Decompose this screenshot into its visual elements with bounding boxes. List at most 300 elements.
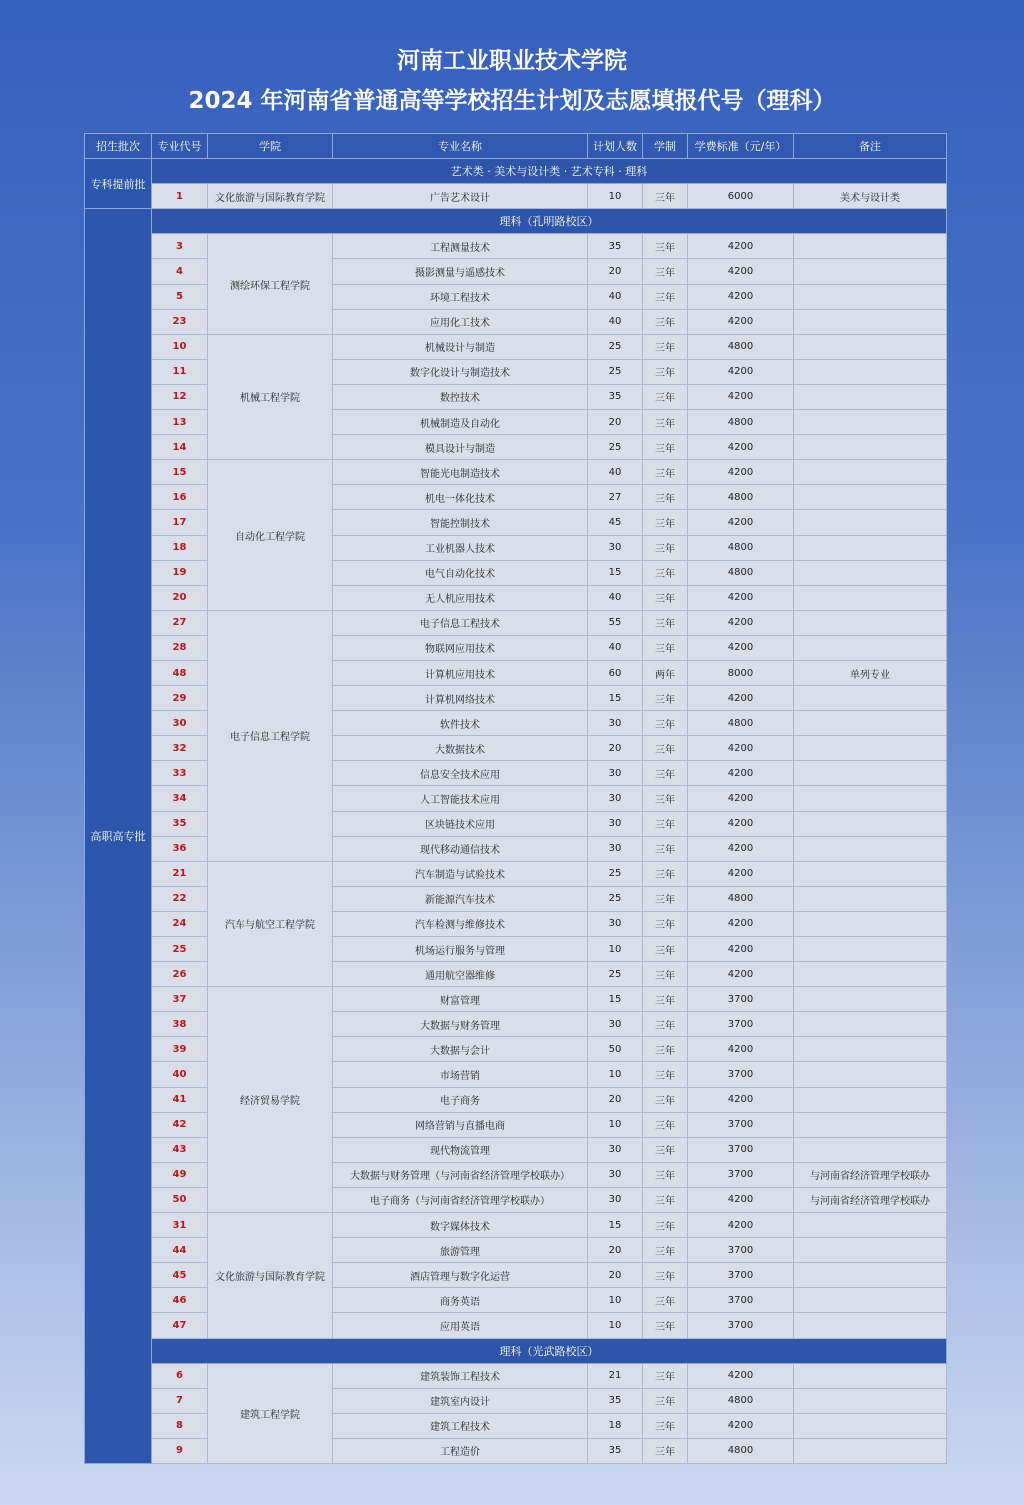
major: 大数据与财务管理 [333, 1012, 588, 1037]
duration: 三年 [643, 560, 688, 585]
duration: 两年 [643, 660, 688, 685]
remark [794, 1438, 947, 1463]
major: 数字化设计与制造技术 [333, 359, 588, 384]
remark [794, 334, 947, 359]
major: 应用化工技术 [333, 309, 588, 334]
tuition: 4800 [688, 711, 794, 736]
remark [794, 1062, 947, 1087]
plan: 50 [588, 1037, 643, 1062]
major-code: 9 [152, 1438, 208, 1463]
major-code: 20 [152, 585, 208, 610]
college-name: 文化旅游与国际教育学院 [208, 1213, 333, 1338]
major-code: 46 [152, 1288, 208, 1313]
tuition: 4200 [688, 359, 794, 384]
plan: 15 [588, 987, 643, 1012]
major: 市场营销 [333, 1062, 588, 1087]
plan: 20 [588, 410, 643, 435]
major-code: 31 [152, 1213, 208, 1238]
tuition: 4200 [688, 1087, 794, 1112]
duration: 三年 [643, 1363, 688, 1388]
major: 旅游管理 [333, 1238, 588, 1263]
plan: 45 [588, 510, 643, 535]
college-name: 汽车与航空工程学院 [208, 861, 333, 986]
remark [794, 560, 947, 585]
section-row [85, 209, 947, 234]
remark [794, 1263, 947, 1288]
major: 计算机应用技术 [333, 660, 588, 685]
major: 区块链技术应用 [333, 811, 588, 836]
tuition: 4200 [688, 1037, 794, 1062]
major-code: 30 [152, 711, 208, 736]
major: 机电一体化技术 [333, 485, 588, 510]
duration: 三年 [643, 736, 688, 761]
major: 汽车制造与试验技术 [333, 861, 588, 886]
duration: 三年 [643, 1263, 688, 1288]
plan: 55 [588, 610, 643, 635]
college-name: 建筑工程学院 [208, 1363, 333, 1463]
duration: 三年 [643, 1238, 688, 1263]
table-row [85, 184, 947, 209]
major-code: 1 [152, 184, 208, 209]
plan: 25 [588, 435, 643, 460]
major-code: 42 [152, 1112, 208, 1137]
remark [794, 1137, 947, 1162]
tuition: 4800 [688, 535, 794, 560]
section-row [85, 1338, 947, 1363]
tuition: 4800 [688, 1438, 794, 1463]
major-code: 5 [152, 284, 208, 309]
major-code: 18 [152, 535, 208, 560]
tuition: 3700 [688, 1112, 794, 1137]
major-code: 37 [152, 987, 208, 1012]
remark [794, 1363, 947, 1388]
remark [794, 410, 947, 435]
duration: 三年 [643, 284, 688, 309]
major: 工程测量技术 [333, 234, 588, 259]
major: 物联网应用技术 [333, 635, 588, 660]
major-code: 15 [152, 460, 208, 485]
remark [794, 962, 947, 987]
major-code: 22 [152, 886, 208, 911]
major-code: 47 [152, 1313, 208, 1338]
remark [794, 886, 947, 911]
duration: 三年 [643, 460, 688, 485]
duration: 三年 [643, 184, 688, 209]
tuition: 3700 [688, 1162, 794, 1187]
plan: 10 [588, 1062, 643, 1087]
tuition: 4800 [688, 886, 794, 911]
duration: 三年 [643, 861, 688, 886]
enrollment-plan-table [84, 133, 947, 1464]
remark [794, 686, 947, 711]
tuition: 4200 [688, 284, 794, 309]
remark [794, 284, 947, 309]
plan: 40 [588, 460, 643, 485]
remark [794, 309, 947, 334]
major: 新能源汽车技术 [333, 886, 588, 911]
tuition: 4200 [688, 811, 794, 836]
remark [794, 811, 947, 836]
major: 智能控制技术 [333, 510, 588, 535]
tuition: 3700 [688, 1313, 794, 1338]
tuition: 4200 [688, 585, 794, 610]
plan: 35 [588, 234, 643, 259]
duration: 三年 [643, 1388, 688, 1413]
duration: 三年 [643, 334, 688, 359]
plan: 40 [588, 635, 643, 660]
duration: 三年 [643, 1288, 688, 1313]
tuition: 6000 [688, 184, 794, 209]
duration: 三年 [643, 836, 688, 861]
plan: 30 [588, 911, 643, 936]
major-code: 8 [152, 1413, 208, 1438]
tuition: 4200 [688, 937, 794, 962]
major: 电子信息工程技术 [333, 610, 588, 635]
tuition: 3700 [688, 987, 794, 1012]
remark: 单列专业 [794, 660, 947, 685]
plan: 30 [588, 1137, 643, 1162]
major-code: 36 [152, 836, 208, 861]
tuition: 8000 [688, 660, 794, 685]
duration: 三年 [643, 1162, 688, 1187]
duration: 三年 [643, 1313, 688, 1338]
section-title: 理科（光武路校区） [152, 1338, 947, 1363]
table-row [85, 987, 947, 1012]
duration: 三年 [643, 1413, 688, 1438]
plan: 35 [588, 384, 643, 409]
duration: 三年 [643, 886, 688, 911]
major-code: 40 [152, 1062, 208, 1087]
plan: 40 [588, 309, 643, 334]
tuition: 4800 [688, 1388, 794, 1413]
major-code: 33 [152, 761, 208, 786]
plan: 30 [588, 711, 643, 736]
plan: 15 [588, 1213, 643, 1238]
major-code: 25 [152, 937, 208, 962]
duration: 三年 [643, 962, 688, 987]
tuition: 4200 [688, 510, 794, 535]
remark [794, 1037, 947, 1062]
duration: 三年 [643, 937, 688, 962]
remark [794, 987, 947, 1012]
college-name: 电子信息工程学院 [208, 610, 333, 861]
major-code: 19 [152, 560, 208, 585]
duration: 三年 [643, 259, 688, 284]
duration: 三年 [643, 485, 688, 510]
tuition: 4200 [688, 1187, 794, 1212]
column-header: 计划人数 [588, 134, 643, 159]
plan: 27 [588, 485, 643, 510]
remark [794, 610, 947, 635]
major: 建筑工程技术 [333, 1413, 588, 1438]
major-code: 38 [152, 1012, 208, 1037]
plan: 30 [588, 761, 643, 786]
major: 大数据与会计 [333, 1037, 588, 1062]
tuition: 4800 [688, 560, 794, 585]
major-code: 10 [152, 334, 208, 359]
remark [794, 460, 947, 485]
major-code: 7 [152, 1388, 208, 1413]
major: 环境工程技术 [333, 284, 588, 309]
major-code: 13 [152, 410, 208, 435]
major: 通用航空器维修 [333, 962, 588, 987]
remark [794, 259, 947, 284]
major: 建筑装饰工程技术 [333, 1363, 588, 1388]
tuition: 4200 [688, 736, 794, 761]
major-code: 44 [152, 1238, 208, 1263]
tuition: 4200 [688, 686, 794, 711]
tuition: 4200 [688, 1413, 794, 1438]
plan: 20 [588, 736, 643, 761]
tuition: 4200 [688, 1363, 794, 1388]
plan: 15 [588, 560, 643, 585]
table-row [85, 460, 947, 485]
tuition: 4200 [688, 635, 794, 660]
plan: 35 [588, 1388, 643, 1413]
major-code: 27 [152, 610, 208, 635]
major-code: 49 [152, 1162, 208, 1187]
section-row [85, 159, 947, 184]
section-title: 理科（孔明路校区） [152, 209, 947, 234]
tuition: 3700 [688, 1137, 794, 1162]
tuition: 4200 [688, 460, 794, 485]
remark [794, 736, 947, 761]
major-code: 39 [152, 1037, 208, 1062]
major-code: 43 [152, 1137, 208, 1162]
major-code: 3 [152, 234, 208, 259]
major: 机械设计与制造 [333, 334, 588, 359]
table-header-row [85, 134, 947, 159]
plan: 30 [588, 1187, 643, 1212]
college-name: 机械工程学院 [208, 334, 333, 459]
major-code: 12 [152, 384, 208, 409]
remark [794, 711, 947, 736]
column-header: 学制 [643, 134, 688, 159]
major-code: 4 [152, 259, 208, 284]
major: 广告艺术设计 [333, 184, 588, 209]
college-name: 测绘环保工程学院 [208, 234, 333, 334]
duration: 三年 [643, 686, 688, 711]
remark [794, 234, 947, 259]
table-row [85, 1213, 947, 1238]
tuition: 4200 [688, 309, 794, 334]
major: 财富管理 [333, 987, 588, 1012]
tuition: 4800 [688, 485, 794, 510]
plan: 30 [588, 535, 643, 560]
remark [794, 635, 947, 660]
major: 网络营销与直播电商 [333, 1112, 588, 1137]
remark [794, 836, 947, 861]
plan: 30 [588, 1012, 643, 1037]
major-code: 21 [152, 861, 208, 886]
major: 商务英语 [333, 1288, 588, 1313]
major: 大数据技术 [333, 736, 588, 761]
major: 建筑室内设计 [333, 1388, 588, 1413]
plan: 30 [588, 786, 643, 811]
plan: 20 [588, 1238, 643, 1263]
remark [794, 1288, 947, 1313]
major: 人工智能技术应用 [333, 786, 588, 811]
major: 智能光电制造技术 [333, 460, 588, 485]
major-code: 17 [152, 510, 208, 535]
remark [794, 1112, 947, 1137]
plan: 10 [588, 1288, 643, 1313]
plan: 10 [588, 1313, 643, 1338]
major: 工业机器人技术 [333, 535, 588, 560]
table-row [85, 1363, 947, 1388]
duration: 三年 [643, 359, 688, 384]
remark [794, 911, 947, 936]
duration: 三年 [643, 535, 688, 560]
major: 汽车检测与维修技术 [333, 911, 588, 936]
plan: 15 [588, 686, 643, 711]
remark [794, 1238, 947, 1263]
college-name: 自动化工程学院 [208, 460, 333, 611]
major-code: 16 [152, 485, 208, 510]
major: 工程造价 [333, 1438, 588, 1463]
remark [794, 510, 947, 535]
plan: 60 [588, 660, 643, 685]
remark: 与河南省经济管理学校联办 [794, 1187, 947, 1212]
plan: 18 [588, 1413, 643, 1438]
remark [794, 485, 947, 510]
remark [794, 384, 947, 409]
duration: 三年 [643, 1137, 688, 1162]
plan: 25 [588, 886, 643, 911]
plan: 30 [588, 836, 643, 861]
plan: 20 [588, 1087, 643, 1112]
duration: 三年 [643, 585, 688, 610]
duration: 三年 [643, 635, 688, 660]
table-row [85, 234, 947, 259]
major: 数控技术 [333, 384, 588, 409]
remark: 美术与设计类 [794, 184, 947, 209]
major-code: 23 [152, 309, 208, 334]
major: 电气自动化技术 [333, 560, 588, 585]
duration: 三年 [643, 987, 688, 1012]
duration: 三年 [643, 1012, 688, 1037]
major: 计算机网络技术 [333, 686, 588, 711]
remark [794, 761, 947, 786]
major: 电子商务（与河南省经济管理学校联办） [333, 1187, 588, 1212]
tuition: 3700 [688, 1263, 794, 1288]
remark: 与河南省经济管理学校联办 [794, 1162, 947, 1187]
major: 软件技术 [333, 711, 588, 736]
major: 应用英语 [333, 1313, 588, 1338]
duration: 三年 [643, 786, 688, 811]
major-code: 35 [152, 811, 208, 836]
major: 现代移动通信技术 [333, 836, 588, 861]
tuition: 4200 [688, 610, 794, 635]
plan: 10 [588, 1112, 643, 1137]
tuition: 4200 [688, 962, 794, 987]
remark [794, 937, 947, 962]
column-header: 备注 [794, 134, 947, 159]
tuition: 4200 [688, 861, 794, 886]
plan: 30 [588, 811, 643, 836]
remark [794, 585, 947, 610]
plan: 10 [588, 184, 643, 209]
major-code: 41 [152, 1087, 208, 1112]
remark [794, 861, 947, 886]
plan: 40 [588, 585, 643, 610]
remark [794, 1213, 947, 1238]
major-code: 50 [152, 1187, 208, 1212]
remark [794, 786, 947, 811]
duration: 三年 [643, 435, 688, 460]
duration: 三年 [643, 1087, 688, 1112]
tuition: 3700 [688, 1288, 794, 1313]
duration: 三年 [643, 610, 688, 635]
column-header: 招生批次 [85, 134, 152, 159]
column-header: 专业名称 [333, 134, 588, 159]
plan: 25 [588, 359, 643, 384]
tuition: 4800 [688, 334, 794, 359]
major-code: 48 [152, 660, 208, 685]
table-row [85, 610, 947, 635]
plan: 21 [588, 1363, 643, 1388]
tuition: 4200 [688, 435, 794, 460]
plan: 30 [588, 1162, 643, 1187]
major: 数字媒体技术 [333, 1213, 588, 1238]
plan: 25 [588, 962, 643, 987]
duration: 三年 [643, 1438, 688, 1463]
tuition: 4800 [688, 410, 794, 435]
remark [794, 1087, 947, 1112]
duration: 三年 [643, 510, 688, 535]
major: 信息安全技术应用 [333, 761, 588, 786]
major: 模具设计与制造 [333, 435, 588, 460]
table-row [85, 334, 947, 359]
duration: 三年 [643, 1213, 688, 1238]
duration: 三年 [643, 711, 688, 736]
tuition: 4200 [688, 761, 794, 786]
plan-title: 2024 年河南省普通高等学校招生计划及志愿填报代号（理科） [188, 88, 836, 114]
remark [794, 1388, 947, 1413]
remark [794, 1413, 947, 1438]
duration: 三年 [643, 1062, 688, 1087]
plan: 35 [588, 1438, 643, 1463]
major-code: 34 [152, 786, 208, 811]
major: 现代物流管理 [333, 1137, 588, 1162]
tuition: 3700 [688, 1062, 794, 1087]
remark [794, 435, 947, 460]
major-code: 32 [152, 736, 208, 761]
remark [794, 359, 947, 384]
plan: 20 [588, 1263, 643, 1288]
tuition: 4200 [688, 1213, 794, 1238]
tuition: 4200 [688, 836, 794, 861]
tuition: 4200 [688, 259, 794, 284]
tuition: 4200 [688, 911, 794, 936]
duration: 三年 [643, 234, 688, 259]
major-code: 45 [152, 1263, 208, 1288]
duration: 三年 [643, 309, 688, 334]
batch-cell: 高职高专批 [85, 209, 152, 1464]
major-code: 6 [152, 1363, 208, 1388]
plan: 25 [588, 334, 643, 359]
college-name: 文化旅游与国际教育学院 [208, 184, 333, 209]
column-header: 学费标准（元/年） [688, 134, 794, 159]
table-row [85, 861, 947, 886]
column-header: 专业代号 [152, 134, 208, 159]
column-header: 学院 [208, 134, 333, 159]
section-title: 艺术类 · 美术与设计类 · 艺术专科 · 理科 [152, 159, 947, 184]
tuition: 3700 [688, 1012, 794, 1037]
remark [794, 535, 947, 560]
batch-cell: 专科提前批 [85, 159, 152, 209]
major: 机场运行服务与管理 [333, 937, 588, 962]
